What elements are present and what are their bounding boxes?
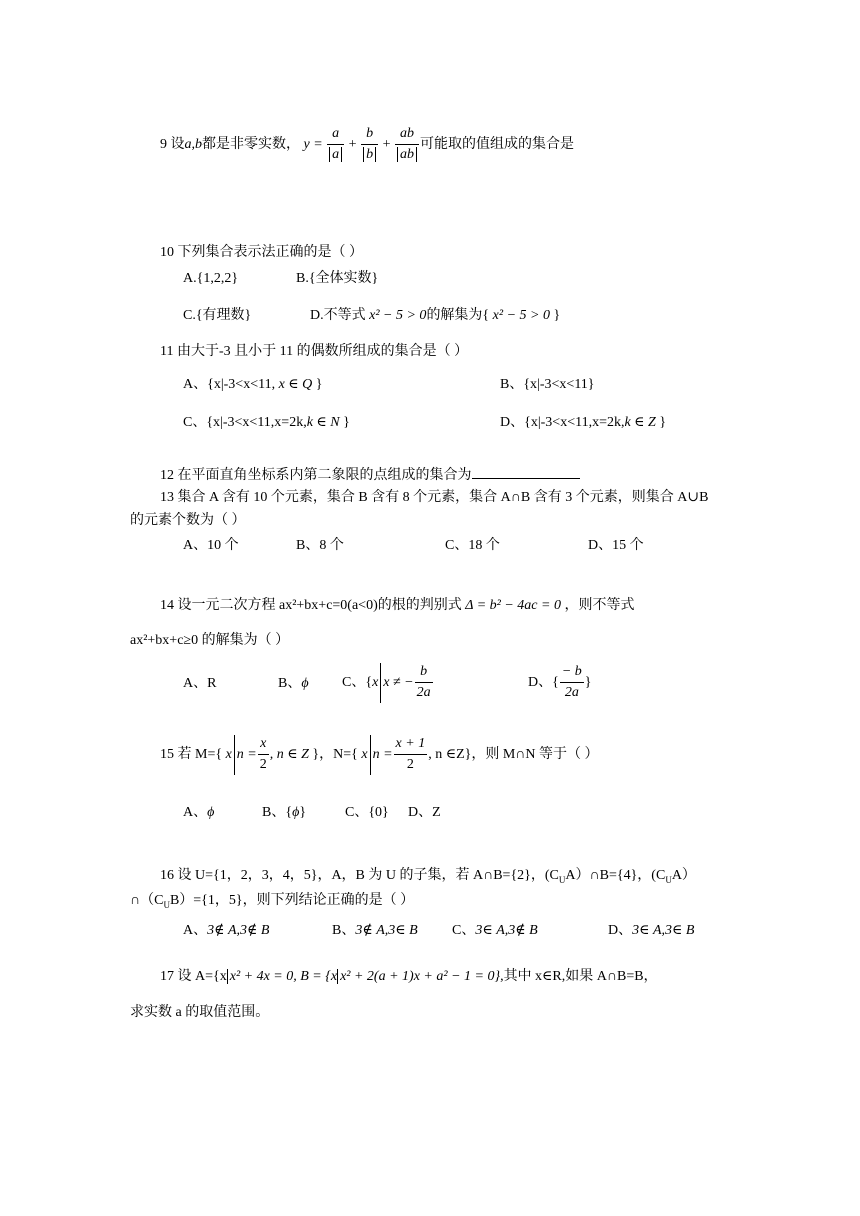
- q14-option-a: A、R: [183, 676, 217, 691]
- q10-option-c: C.{有理数}: [183, 308, 252, 323]
- q14-option-d: D、{ $\frac{- b}{2a}$ }: [528, 664, 592, 701]
- q13-line-1: 13 集合 A 含有 10 个元素，集合 B 含有 8 个元素，集合 A∩B 含有 3 个元素，则集合 A∪B: [160, 490, 709, 505]
- q16-line-1: 16 设 U={1，2，3，4，5}，A，B 为 U 的子集，若 A∩B={2}，$(C_UA)\cap B=\{4\}$，$(C_UA)$: [160, 868, 696, 885]
- q9-text-pre: 设: [170, 137, 185, 152]
- q9-text-mid: 都是非零实数，: [202, 137, 300, 152]
- q15-stem: 15 若 M={ x n = $\frac{x}{2}$ , n ∈ Z }，N={ x n = $\frac{x + 1}{2}$ , n ∈Z}，则 M∩N 等于（ ）: [160, 732, 599, 778]
- q10-option-b: B.{全体实数}: [296, 271, 379, 286]
- q14-option-c: C、{x x ≠ − $\frac{b}{2a}$: [342, 660, 434, 706]
- question-9: [160, 122, 574, 168]
- answer-blank: [472, 464, 580, 479]
- q17-line-2: 求实数 a 的取值范围。: [130, 1005, 270, 1020]
- q9-vars: a,b: [184, 137, 202, 152]
- q10-option-a: A.{1,2,2}: [183, 271, 239, 286]
- q9-number: 9: [160, 137, 167, 152]
- q16-line-2: $\cap(C_UB)=\{1$，5}，则下列结论正确的是（ ）: [130, 893, 415, 910]
- q15-option-c: C、{0}: [345, 805, 389, 820]
- q9-plus-2: +: [382, 137, 391, 152]
- q13-option-d: D、15 个: [588, 538, 644, 553]
- q15-option-d: D、Z: [408, 805, 441, 820]
- q11-option-b: B、{x|-3<x<11}: [500, 377, 595, 392]
- q13-option-c: C、18 个: [445, 538, 500, 553]
- q9-text-post: 可能取的值组成的集合是: [419, 137, 574, 152]
- q16-option-d: D、3∈ A,3∈ B: [608, 923, 695, 938]
- q16-option-c: C、3∈ A,3∉ B: [452, 923, 538, 938]
- q11-option-d: D、{x|-3<x<11,x=2k,k ∈ Z }: [500, 415, 667, 430]
- q17-line-1: 17 设 A={x x² + 4x = 0, B = {x x² + 2(a + 1)x + a² − 1 = 0},其中 x∈R,如果 A∩B=B，: [160, 969, 658, 984]
- q9-fraction-1: $\frac{a}{a}$: [327, 124, 344, 165]
- q10-stem: 10 下列集合表示法正确的是（ ）: [160, 245, 363, 260]
- q9-y-eq: y =: [303, 137, 323, 152]
- q11-option-c: C、{x|-3<x<11,x=2k,k ∈ N }: [183, 415, 350, 430]
- q16-option-b: B、3∉ A,3∈ B: [332, 923, 418, 938]
- q12-stem: 12 在平面直角坐标系内第二象限的点组成的集合为: [160, 464, 580, 487]
- q16-option-a: A、3∉ A,3∉ B: [183, 923, 270, 938]
- q13-option-a: A、10 个: [183, 538, 239, 553]
- q9-plus-1: +: [348, 137, 357, 152]
- q11-stem: 11 由大于-3 且小于 11 的偶数所组成的集合是（ ）: [160, 344, 469, 359]
- q14-line-2: ax²+bx+c≥0 的解集为（ ）: [130, 633, 290, 648]
- q9-fraction-3: $\frac{ab}{ab}$: [395, 124, 419, 165]
- q14-option-b: B、ϕ: [278, 676, 309, 691]
- q15-option-b: B、{ϕ}: [262, 805, 307, 820]
- q11-option-a: A、{x|-3<x<11, x ∈ Q }: [183, 377, 323, 392]
- q14-line-1: 14 设一元二次方程 ax²+bx+c=0(a<0)的根的判别式 Δ = b² − 4ac = 0 ，则不等式: [160, 598, 635, 613]
- q13-option-b: B、8 个: [296, 538, 344, 553]
- q15-option-a: A、ϕ: [183, 805, 215, 820]
- q9-fraction-2: $\frac{b}{b}$: [361, 124, 378, 165]
- q10-option-d: D.不等式 x² − 5 > 0的解集为{ x² − 5 > 0 }: [310, 308, 561, 323]
- q13-line-2: 的元素个数为（ ）: [130, 513, 246, 528]
